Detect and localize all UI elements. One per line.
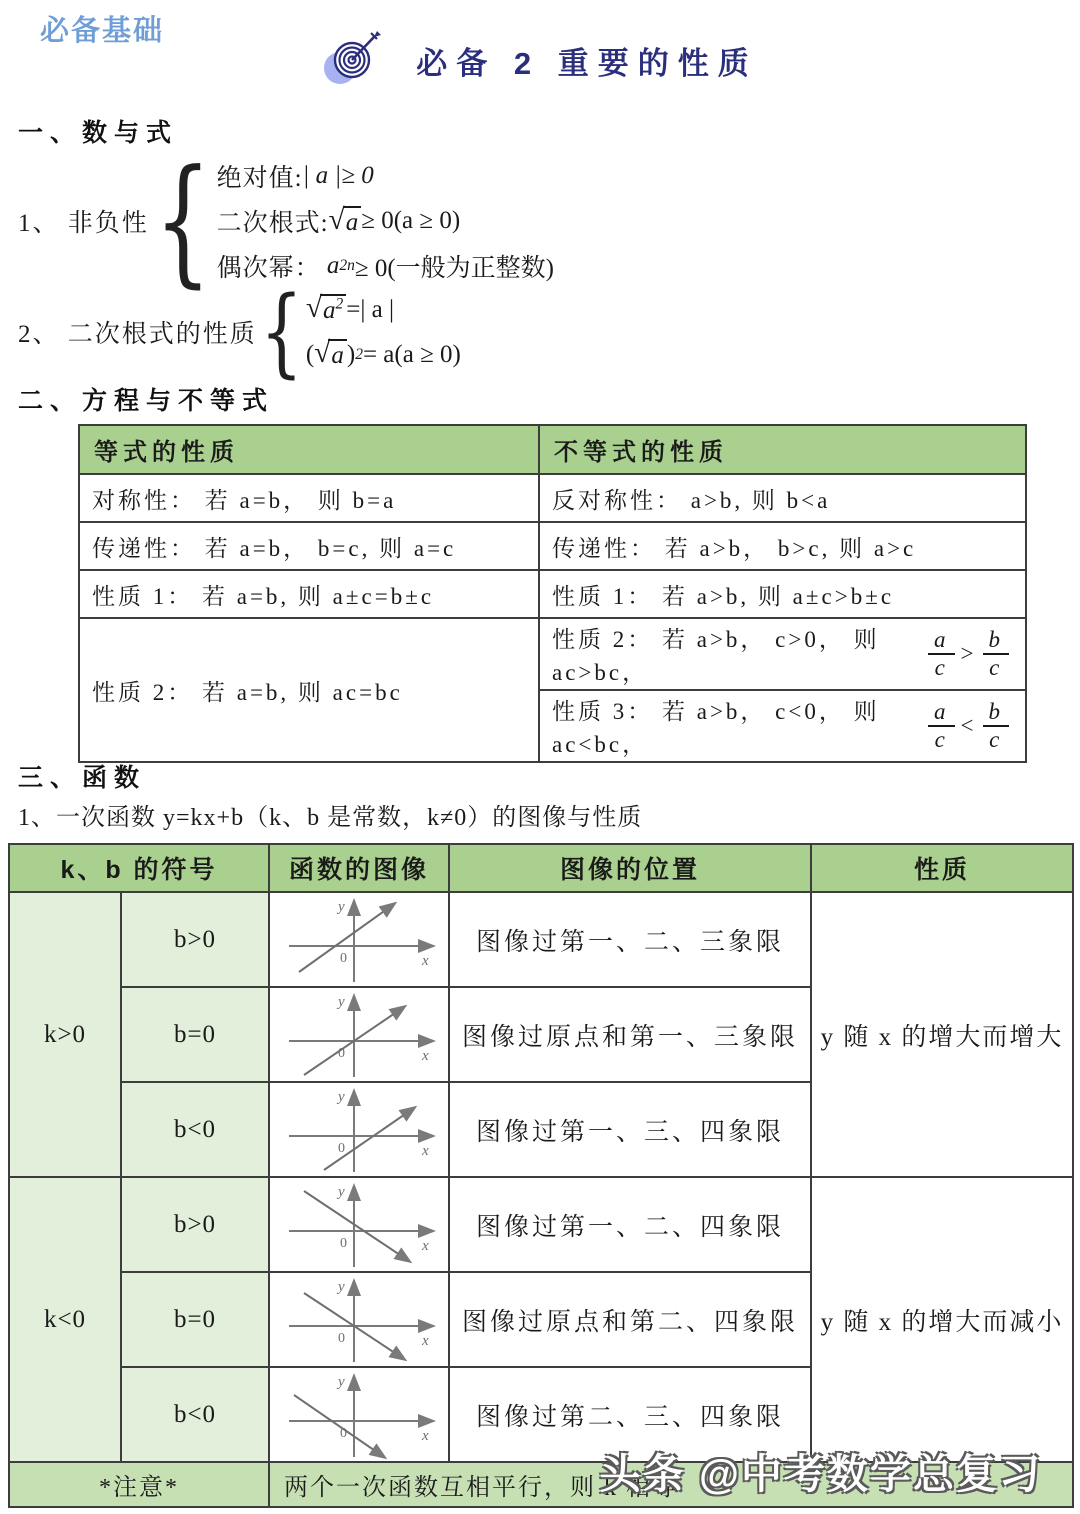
graph-cell-k-pos-b-pos bbox=[269, 892, 449, 987]
abs-label: 绝对值: bbox=[216, 165, 303, 192]
sqrt-expr: √ a bbox=[329, 206, 362, 237]
axes-graph-down-high bbox=[274, 1179, 444, 1271]
property1-ineq-cell: 性质 1： 若 a>b, 则 a±c>b±c bbox=[539, 570, 1026, 618]
k-positive-cell: k>0 bbox=[9, 892, 121, 1177]
section-heading-equations: 二、方程与不等式 bbox=[18, 387, 275, 415]
paren-open: ( bbox=[305, 340, 315, 368]
sqrt-radicand: a bbox=[343, 206, 362, 237]
axes-graph-up-origin bbox=[274, 989, 444, 1081]
graph-header: 函数的图像 bbox=[269, 844, 449, 892]
page-title: 必备 2 重要的性质 bbox=[416, 45, 758, 81]
graph-cell-k-neg-b-pos bbox=[269, 1177, 449, 1272]
svg-text:x: x bbox=[422, 1237, 429, 1254]
antisymmetry-cell: 反对称性： a>b, 则 b<a bbox=[539, 474, 1026, 522]
property2-ineq-text: 性质 2： 若 a>b， c>0， 则 ac>bc， bbox=[552, 627, 880, 685]
position-cell: 图像过第一、二、三象限 bbox=[449, 892, 811, 987]
sqrtprops-formula-block bbox=[18, 276, 461, 388]
axes-graph-down-origin bbox=[274, 1274, 444, 1366]
b-positive-cell: b>0 bbox=[121, 892, 269, 987]
svg-text:0: 0 bbox=[338, 1140, 345, 1156]
table-row bbox=[79, 522, 1026, 570]
power-post: ≥ 0(一般为正整数) bbox=[354, 255, 554, 282]
axes-graph-up-low bbox=[274, 1084, 444, 1176]
b-negative-cell: b<0 bbox=[121, 1367, 269, 1462]
sqrtprops-lines bbox=[306, 287, 461, 377]
radicand: a bbox=[328, 339, 347, 370]
abs-math: | a |≥ 0 bbox=[302, 162, 374, 189]
left-brace: { bbox=[154, 140, 212, 301]
b-zero-cell: b=0 bbox=[121, 987, 269, 1082]
position-header: 图像的位置 bbox=[449, 844, 811, 892]
property2-eq-cell: 性质 2： 若 a=b, 则 ac=bc bbox=[79, 618, 539, 762]
nonneg-line-power: 偶次幂： a 2n ≥ 0(一般为正整数) bbox=[217, 244, 554, 289]
table-header-row bbox=[9, 844, 1073, 892]
left-brace: { bbox=[259, 276, 303, 388]
property1-eq-cell: 性质 1： 若 a=b, 则 a±c=b±c bbox=[79, 570, 539, 618]
linear-function-table bbox=[8, 843, 1074, 1508]
svg-text:x: x bbox=[422, 1332, 429, 1349]
property3-ineq-cell bbox=[539, 690, 1026, 762]
b-zero-cell: b=0 bbox=[121, 1272, 269, 1367]
svg-text:x: x bbox=[422, 952, 429, 969]
nonneg-line-abs bbox=[217, 154, 554, 199]
note-label: *注意* bbox=[9, 1462, 269, 1507]
sqrtprops-line2-post: = a(a ≥ 0) bbox=[362, 340, 461, 368]
graph-cell-k-pos-b-zero bbox=[269, 987, 449, 1082]
property-increasing-cell: y 随 x 的增大而增大 bbox=[811, 892, 1073, 1177]
corner-tag: 必备基础 bbox=[40, 15, 165, 47]
fraction-b-over-c: $\frac{b}{c}$ bbox=[983, 700, 1010, 752]
position-cell: 图像过第二、三、四象限 bbox=[449, 1367, 811, 1462]
paren-close: ) bbox=[346, 340, 356, 368]
transitivity-eq-cell: 传递性： 若 a=b， b=c, 则 a=c bbox=[79, 522, 539, 570]
sqrtprops-label: 2、 二次根式的性质 bbox=[18, 321, 257, 348]
fraction-a-over-c: $\frac{a}{c}$ bbox=[928, 628, 955, 680]
greater-than-sign: > bbox=[960, 641, 977, 666]
nonneg-label: 1、 非负性 bbox=[18, 210, 149, 237]
k-negative-cell: k<0 bbox=[9, 1177, 121, 1462]
power-base: a bbox=[326, 252, 340, 279]
title-row bbox=[0, 28, 1080, 92]
graph-cell-k-pos-b-neg bbox=[269, 1082, 449, 1177]
svg-text:y: y bbox=[338, 1088, 345, 1105]
svg-text:x: x bbox=[422, 1142, 429, 1159]
sqrtprops-line1-post: =| a | bbox=[346, 295, 395, 323]
fraction-b-over-c: $\frac{b}{c}$ bbox=[983, 628, 1010, 680]
power-label: 偶次幂： bbox=[216, 255, 321, 282]
property3-ineq-text: 性质 3： 若 a>b， c<0， 则 ac<bc， bbox=[552, 699, 880, 757]
svg-text:0: 0 bbox=[340, 950, 347, 966]
watermark: 头条 @中考数学总复习 bbox=[599, 1451, 1042, 1497]
svg-text:0: 0 bbox=[340, 1425, 347, 1441]
property-header: 性质 bbox=[811, 844, 1073, 892]
less-than-sign: < bbox=[960, 713, 977, 738]
table-row bbox=[9, 1177, 1073, 1272]
svg-text:y: y bbox=[338, 1373, 345, 1390]
sqrtprops-line2: ( √ a ) 2 = a(a ≥ 0) bbox=[305, 337, 461, 369]
symmetry-cell: 对称性： 若 a=b， 则 b=a bbox=[79, 474, 539, 522]
linear-function-intro: 1、一次函数 y=kx+b（k、b 是常数，k≠0）的图像与性质 bbox=[18, 805, 643, 831]
property2-ineq-cell bbox=[539, 618, 1026, 690]
target-dart-icon bbox=[322, 28, 386, 92]
axes-graph-up-high bbox=[274, 894, 444, 986]
position-cell: 图像过原点和第一、三象限 bbox=[449, 987, 811, 1082]
kb-sign-header: k、b 的符号 bbox=[9, 844, 269, 892]
svg-text:0: 0 bbox=[338, 1330, 345, 1346]
radicand-exponent: 2 bbox=[335, 295, 344, 313]
table-row bbox=[9, 892, 1073, 987]
svg-text:y: y bbox=[338, 1278, 345, 1295]
sqrt-a: √ a bbox=[314, 339, 347, 370]
section-heading-functions: 三、函数 bbox=[18, 764, 147, 792]
equality-inequality-table bbox=[78, 424, 1027, 763]
sqrt-post: ≥ 0(a ≥ 0) bbox=[361, 207, 461, 234]
svg-text:0: 0 bbox=[340, 1235, 347, 1251]
table-row bbox=[79, 618, 1026, 690]
inequality-header: 不等式的性质 bbox=[539, 425, 1026, 474]
property-decreasing-cell: y 随 x 的增大而减小 bbox=[811, 1177, 1073, 1462]
graph-cell-k-neg-b-zero bbox=[269, 1272, 449, 1367]
position-cell: 图像过第一、二、四象限 bbox=[449, 1177, 811, 1272]
b-negative-cell: b<0 bbox=[121, 1082, 269, 1177]
nonneg-formula-block bbox=[18, 140, 554, 301]
table-header-row bbox=[79, 425, 1026, 474]
svg-text:0: 0 bbox=[338, 1045, 345, 1061]
graph-cell-k-neg-b-neg bbox=[269, 1367, 449, 1462]
sqrt-label: 二次根式: bbox=[216, 210, 329, 237]
axes-graph-down-low bbox=[274, 1369, 444, 1461]
svg-text:x: x bbox=[422, 1047, 429, 1064]
equality-header: 等式的性质 bbox=[79, 425, 539, 474]
sqrtprops-line1 bbox=[306, 287, 461, 332]
transitivity-ineq-cell: 传递性： 若 a>b， b>c, 则 a>c bbox=[539, 522, 1026, 570]
nonneg-lines bbox=[217, 154, 554, 289]
svg-text:y: y bbox=[338, 993, 345, 1010]
svg-text:y: y bbox=[338, 1183, 345, 1200]
radicand-base: a bbox=[323, 297, 336, 324]
table-row bbox=[79, 570, 1026, 618]
position-cell: 图像过原点和第二、四象限 bbox=[449, 1272, 811, 1367]
table-row bbox=[79, 474, 1026, 522]
sqrt-a-squared: √ $a^2$ bbox=[306, 294, 346, 325]
note-text: 两个一次函数互相平行，则 k 相等 bbox=[269, 1462, 1073, 1507]
nonneg-line-sqrt bbox=[217, 199, 554, 244]
section-heading-numbers: 一、数与式 bbox=[18, 119, 179, 147]
position-cell: 图像过第一、三、四象限 bbox=[449, 1082, 811, 1177]
svg-text:y: y bbox=[338, 898, 345, 915]
b-positive-cell: b>0 bbox=[121, 1177, 269, 1272]
svg-text:x: x bbox=[422, 1427, 429, 1444]
fraction-a-over-c: $\frac{a}{c}$ bbox=[928, 700, 955, 752]
